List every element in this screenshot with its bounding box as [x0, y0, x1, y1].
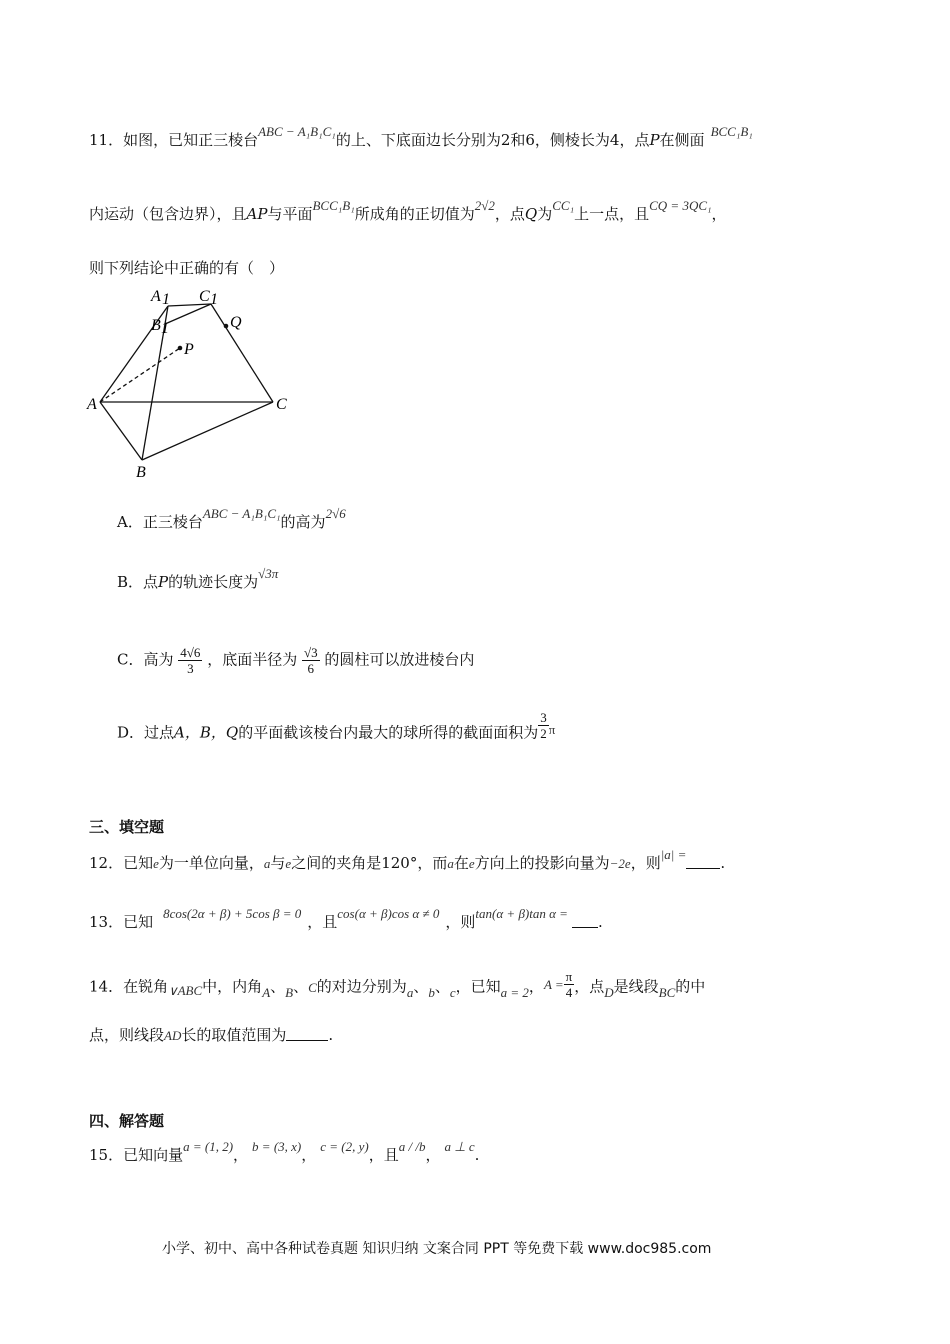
text: ，	[711, 205, 727, 223]
text: .	[597, 913, 603, 931]
edge-b1c1	[165, 304, 211, 324]
label-a1-sub: 1	[162, 291, 170, 308]
numerator: π	[565, 969, 573, 984]
q15-line	[89, 1139, 480, 1166]
math-face: BCC₁B₁	[710, 124, 753, 139]
math-plane: BCC₁B₁	[312, 198, 355, 213]
text: 、	[270, 977, 286, 996]
math-tan: 2√2	[474, 198, 495, 213]
math-side-c: c	[449, 984, 456, 1000]
fraction-radius	[302, 645, 320, 676]
text: 内运动（包含边界），且	[89, 205, 247, 223]
page-footer: 小学、初中、高中各种试卷真题 知识归纳 文案合同 PPT 等免费下载 www.doc985.com	[162, 1241, 712, 1257]
text: 的平面截该棱台内最大的球所得的截面面积为	[238, 723, 539, 742]
math-frustum: ABC − A₁B₁C₁	[258, 124, 336, 139]
text: 与平面	[267, 205, 313, 223]
text: 方向上的投影向量为	[474, 854, 610, 872]
math-p: P	[158, 573, 169, 591]
math-vector-b: b = (3, x)	[252, 1139, 302, 1154]
text: 13．已知	[89, 913, 154, 931]
text: ，则	[445, 913, 476, 931]
math-proj: −2e	[609, 856, 631, 871]
option-a	[117, 506, 346, 533]
text: 如图，已知正三棱台	[123, 131, 259, 149]
text: 的轨迹长度为	[168, 573, 259, 591]
text: ，	[301, 1146, 317, 1164]
text: 的圆柱可以放进棱台内	[324, 650, 475, 669]
point-p	[178, 346, 183, 351]
text: 、	[434, 977, 450, 996]
text: 的对边分别为	[316, 977, 407, 996]
math-side-a: a	[406, 984, 414, 1000]
edge-bc	[142, 402, 273, 460]
q12-line	[89, 847, 726, 874]
numerator: 4√6	[180, 645, 201, 660]
q11-number: 11．	[89, 131, 124, 149]
math-angle-a: A	[262, 984, 271, 1000]
fraction-area	[538, 710, 549, 741]
math-eq1: 8cos(2α + β) + 5cos β = 0	[163, 906, 302, 921]
text: ，已知	[455, 977, 501, 996]
text: 的中	[675, 977, 706, 996]
text: ，点	[494, 205, 525, 223]
section-fill-in: 三、填空题	[89, 818, 165, 836]
text: 的高为	[280, 513, 326, 531]
math-e: e	[153, 856, 159, 871]
text: ，	[528, 977, 544, 996]
denominator: 3	[187, 661, 194, 676]
math-ap: AP	[246, 205, 268, 223]
label-b1: B	[151, 317, 161, 334]
text: 的上、下底面边长分别为2和6，侧棱长为4，点	[335, 131, 650, 149]
segment-ap	[100, 348, 180, 402]
numerator: √3	[303, 645, 318, 660]
math-vector-a: a = (1, 2)	[183, 1139, 234, 1154]
text: 为一单位向量，	[158, 854, 264, 872]
math-q: Q	[524, 205, 538, 223]
text: 、	[293, 977, 309, 996]
text: ，点	[574, 977, 605, 996]
label-a1: A	[151, 288, 161, 305]
math-angle-c: C	[308, 979, 317, 995]
math-length: √3π	[258, 566, 279, 581]
answer-blank[interactable]	[286, 1026, 328, 1041]
option-b	[117, 566, 279, 593]
math-points: A，B，Q	[174, 723, 239, 742]
text: ，底面半径为	[207, 650, 298, 669]
text: 15．已知向量	[89, 1146, 184, 1164]
math-eq3: tan(α + β)tan α =	[475, 906, 568, 921]
denominator: 2	[540, 726, 547, 741]
text: 之间的夹角是120°，而	[291, 854, 448, 872]
text: C．高为	[117, 650, 174, 669]
label-a: A	[87, 396, 97, 413]
answer-blank[interactable]	[686, 854, 720, 869]
text: 在侧面	[659, 131, 705, 149]
option-d	[117, 710, 556, 749]
math-cq: CQ = 3QC₁	[649, 198, 712, 213]
text: 12．已知	[89, 854, 154, 872]
answer-blank[interactable]	[572, 913, 598, 928]
q11-line3	[89, 258, 284, 278]
text: ，	[425, 1146, 441, 1164]
q14-line2	[89, 1025, 333, 1046]
text: .	[328, 1026, 334, 1044]
q13-line	[89, 906, 603, 933]
edge-ab	[100, 402, 142, 460]
label-b: B	[136, 464, 146, 481]
text: 点，则线段	[89, 1026, 165, 1044]
math-p: P	[649, 131, 660, 149]
label-c1-sub: 1	[210, 291, 218, 308]
text: 则下列结论中正确的有（ ）	[89, 259, 285, 277]
math-angle-eq: A =	[543, 976, 564, 992]
text: 上一点，且	[574, 205, 650, 223]
edge-cc1	[211, 304, 273, 402]
edge-bb1	[142, 324, 165, 460]
text: 、	[413, 977, 429, 996]
math-a: a	[263, 856, 271, 871]
text: .	[474, 1146, 480, 1164]
math-eq2: cos(α + β)cos α ≠ 0	[337, 906, 440, 921]
text: 中，内角	[202, 977, 263, 996]
math-ad: AD	[164, 1028, 182, 1043]
label-c1: C	[199, 288, 210, 305]
math-perp: a ⊥ c	[444, 1139, 475, 1154]
fraction-height	[178, 645, 202, 676]
math-frustum: ABC − A₁B₁C₁	[202, 506, 281, 521]
math-abs: |a| =	[660, 847, 687, 862]
text: 是线段	[613, 977, 659, 996]
text: ，且	[307, 913, 338, 931]
text: 长的取值范围为	[181, 1026, 287, 1044]
math-e: e	[468, 856, 475, 871]
text: B．点	[117, 573, 159, 591]
label-p: P	[184, 341, 194, 358]
frustum-figure	[80, 282, 310, 482]
math-e: e	[285, 856, 292, 871]
text: 与	[270, 854, 286, 872]
text: 为	[537, 205, 553, 223]
label-b1-sub: 1	[161, 320, 169, 337]
text: .	[720, 854, 726, 872]
math-side-b: b	[428, 984, 435, 1000]
math-pi: π	[548, 721, 556, 737]
math-angle-b: B	[285, 984, 294, 1000]
math-cc1: CC₁	[552, 198, 575, 213]
option-c	[117, 645, 474, 676]
math-d: D	[604, 984, 614, 1000]
fraction-pi-4	[564, 969, 575, 1000]
math-parallel: a / /b	[398, 1139, 426, 1154]
math-vector-c: c = (2, y)	[320, 1139, 369, 1154]
math-a-eq: a = 2	[500, 984, 529, 1000]
q14-line1	[89, 969, 706, 1003]
text: ，且	[368, 1146, 399, 1164]
text: 在	[453, 854, 469, 872]
label-q: Q	[230, 314, 242, 331]
q11-line2	[89, 198, 727, 225]
section-solution: 四、解答题	[89, 1112, 165, 1130]
denominator: 4	[565, 985, 573, 1000]
denominator: 6	[307, 661, 315, 676]
math-bc: BC	[658, 984, 676, 1000]
math-a: a	[447, 856, 454, 871]
text: ，则	[630, 854, 661, 872]
text: 所成角的正切值为	[354, 205, 475, 223]
text: A．正三棱台	[117, 513, 203, 531]
q11-line1	[89, 124, 753, 151]
numerator: 3	[540, 710, 547, 725]
text: 14．在锐角	[89, 977, 169, 996]
text: ，	[233, 1146, 249, 1164]
text: D．过点	[117, 723, 175, 742]
math-triangle: ∨ABC	[168, 982, 203, 998]
label-c: C	[276, 396, 287, 413]
math-height: 2√6	[325, 506, 346, 521]
point-q	[224, 324, 229, 329]
